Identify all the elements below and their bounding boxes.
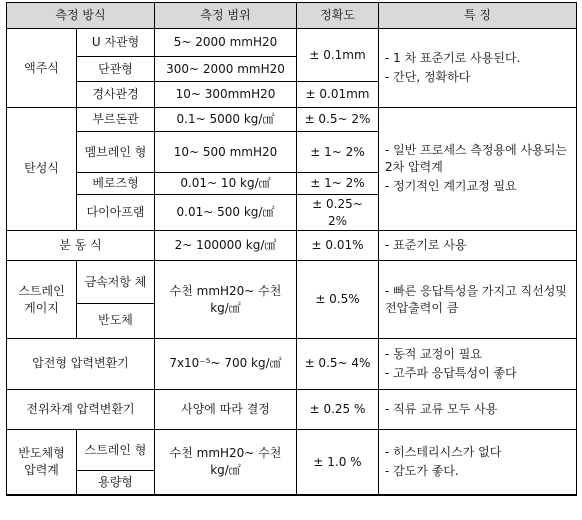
feature-line: - 표준기로 사용	[385, 238, 467, 253]
accuracy-cell: ± 0.5~ 4%	[297, 338, 379, 389]
features-cell	[379, 261, 577, 338]
accuracy-cell: ± 1~ 2%	[297, 132, 379, 173]
table-row	[7, 389, 577, 430]
range-cell: 0.01~ 10 kg/㎠	[155, 172, 297, 194]
feature-line: - 동적 교정이 필요	[385, 346, 482, 361]
features-cell	[379, 29, 577, 107]
type-cell: 금속저항 체	[77, 261, 155, 304]
features-cell	[379, 430, 577, 495]
feature-line: - 빠른 응답특성을 가지고 직선성및 전압출력이 큼	[385, 283, 567, 315]
method-deadweight: 분 동 식	[7, 230, 155, 261]
method-piezo: 압전형 압력변환기	[7, 338, 155, 389]
accuracy-cell: ± 0.25 %	[297, 389, 379, 430]
accuracy-cell: ± 0.1mm	[297, 29, 379, 82]
pressure-gauge-comparison-table	[6, 2, 577, 496]
range-cell: 10~ 300mmH20	[155, 82, 297, 107]
type-cell: 경사관경	[77, 82, 155, 107]
table-row	[7, 29, 577, 56]
range-cell: 2~ 100000 kg/㎠	[155, 230, 297, 261]
feature-line: - 간단, 정확하다	[385, 70, 471, 85]
range-cell: 7x10⁻⁵~ 700 kg/㎠	[155, 338, 297, 389]
range-cell: 0.1~ 5000 kg/㎠	[155, 107, 297, 131]
method-potentiometer: 전위차계 압력변환기	[7, 389, 155, 430]
feature-line: - 직류 교류 모두 사용	[385, 401, 498, 416]
group-semiconductor: 반도체형 압력계	[7, 430, 77, 495]
features-cell	[379, 107, 577, 230]
features-cell	[379, 230, 577, 261]
header-features: 특 징	[379, 3, 577, 29]
table-row	[7, 107, 577, 131]
group-strain-gauge: 스트레인 게이지	[7, 261, 77, 338]
range-cell: 5~ 2000 mmH20	[155, 29, 297, 56]
feature-line: - 고주파 응답특성이 좋다	[385, 365, 517, 380]
group-elastic: 탄성식	[7, 107, 77, 230]
table-row	[7, 430, 577, 471]
feature-line: - 감도가 좋다.	[385, 464, 459, 479]
type-cell: 스트레인 형	[77, 430, 155, 471]
type-cell: 용량형	[77, 470, 155, 495]
accuracy-cell: ± 1~ 2%	[297, 172, 379, 194]
accuracy-cell: ± 0.5%	[297, 261, 379, 338]
range-cell: 사양에 따라 결정	[155, 389, 297, 430]
type-cell: 부르돈관	[77, 107, 155, 131]
header-row	[7, 3, 577, 29]
feature-line: - 정기적인 계기교정 필요	[385, 179, 517, 194]
type-cell: 단관형	[77, 56, 155, 81]
type-cell: U 자관형	[77, 29, 155, 56]
range-cell: 10~ 500 mmH20	[155, 132, 297, 173]
type-cell: 반도체	[77, 304, 155, 339]
accuracy-cell: ± 0.01%	[297, 230, 379, 261]
features-cell	[379, 338, 577, 389]
type-cell: 다이아프램	[77, 195, 155, 231]
type-cell: 베로즈형	[77, 172, 155, 194]
feature-line: - 히스테리시스가 없다	[385, 445, 502, 460]
accuracy-cell: ± 1.0 %	[297, 430, 379, 495]
header-method: 측정 방식	[7, 3, 155, 29]
table-row	[7, 261, 577, 304]
type-cell: 멤브레인 형	[77, 132, 155, 173]
range-cell: 0.01~ 500 kg/㎠	[155, 195, 297, 231]
range-cell: 300~ 2000 mmH20	[155, 56, 297, 81]
feature-line: - 일반 프로세스 측정용에 사용되는 2차 압력계	[385, 143, 567, 175]
feature-line: - 1 차 표준기로 사용된다.	[385, 51, 521, 66]
range-cell: 수천 mmH20~ 수천 kg/㎠	[155, 430, 297, 495]
features-cell	[379, 389, 577, 430]
accuracy-cell: ± 0.01mm	[297, 82, 379, 107]
header-range: 측정 범위	[155, 3, 297, 29]
header-accuracy: 정확도	[297, 3, 379, 29]
table-row	[7, 230, 577, 261]
range-cell: 수천 mmH20~ 수천 kg/㎠	[155, 261, 297, 338]
accuracy-cell: ± 0.25~ 2%	[297, 195, 379, 231]
table-row	[7, 338, 577, 389]
group-liquid: 액주식	[7, 29, 77, 107]
accuracy-cell: ± 0.5~ 2%	[297, 107, 379, 131]
